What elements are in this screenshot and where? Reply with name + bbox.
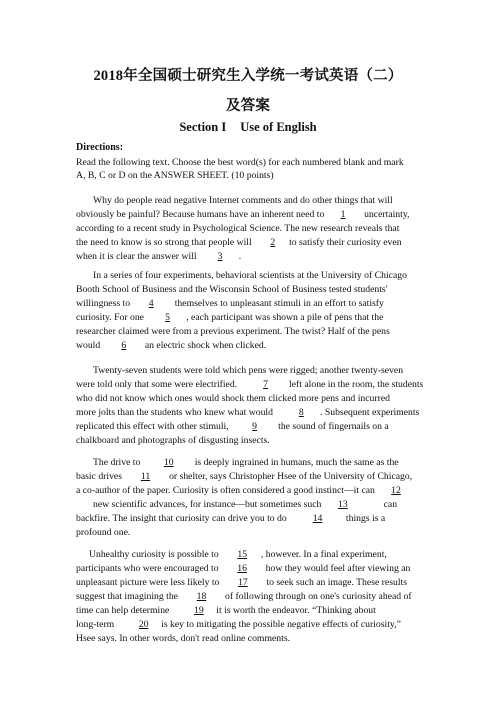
paragraph-line: unpleasant picture were less likely to 17 to seek such an image. These results <box>76 577 407 588</box>
paragraph-line: Why do people read negative Internet comments and do other things that will <box>93 195 393 206</box>
section-label: Section I <box>179 120 227 134</box>
paragraph-line: curiosity. For one 5 , each participant was shown a pile of pens that the <box>76 312 384 323</box>
blank-3: 3 <box>217 251 223 262</box>
paragraph-line: replicated this effect with other stimuli, 9 the sound of fingernails on a <box>76 421 389 432</box>
blank-4: 4 <box>148 298 154 309</box>
section-heading <box>0 120 496 135</box>
paragraph-line: time can help determine 19 it is worth the endeavor. “Thinking about <box>76 605 376 616</box>
blank-18: 18 <box>196 591 207 602</box>
paragraph-line: long-term 20 is key to mitigating the possible negative effects of curiosity,” <box>76 619 401 630</box>
blank-15: 15 <box>237 549 248 560</box>
directions-heading: Directions: <box>76 142 124 153</box>
paragraph-line: would 6 an electric shock when clicked. <box>76 340 267 351</box>
paragraph-line: Unhealthy curiosity is possible to 15 , however. In a final experiment, <box>89 549 387 560</box>
paragraph-line: Booth School of Business and the Wisconsin School of Business tested students' <box>76 284 388 295</box>
paragraph-line: In a series of four experiments, behavioral scientists at the University of Chicago <box>93 270 407 281</box>
blank-17: 17 <box>238 577 248 588</box>
paragraph-line: the need to know is so strong that people will 2 to satisfy their curiosity even <box>76 237 402 248</box>
paragraph-line: Twenty-seven students were told which pens were rigged; another twenty-seven <box>93 365 404 376</box>
blank-13: 13 <box>337 499 348 510</box>
paragraph-line: when it is clear the answer will 3 . <box>76 251 242 262</box>
paragraph-line: The drive to 10 is deeply ingrained in humans, much the same as the <box>93 457 399 468</box>
blank-1: 1 <box>340 209 346 220</box>
document-subtitle: 及答案 <box>225 98 271 114</box>
paragraph-line: new scientific advances, for instance—but sometimes such 13 can <box>93 499 398 510</box>
paragraph-line: chalkboard and photographs of disgusting insects. <box>76 435 270 446</box>
blank-7: 7 <box>263 379 268 390</box>
paragraph-line: more jolts than the students who knew what would 8 . Subsequent experiments <box>76 407 420 418</box>
blank-5: 5 <box>165 312 170 323</box>
paragraph-line: were told only that some were electrified. 7 left alone in the room, the students <box>76 379 424 390</box>
paragraph-line: according to a recent study in Psychological Science. The new research reveals that <box>76 223 400 234</box>
paragraph-line: who did not know which ones would shock them clicked more pens and incurred <box>76 393 390 404</box>
blank-6: 6 <box>121 340 127 351</box>
blank-11: 11 <box>140 471 151 482</box>
directions-line: Read the following text. Choose the best word(s) for each numbered blank and mark <box>76 157 404 168</box>
paragraph-line: participants who were encouraged to 16 how they would feel after viewing an <box>76 563 411 574</box>
paragraph-line: researcher claimed were from a previous experiment. The twist? Half of the pens <box>76 326 390 337</box>
paragraph-line: Hsee says. In other words, don't read online comments. <box>76 633 291 644</box>
blank-10: 10 <box>163 457 174 468</box>
blank-12: 12 <box>391 485 401 496</box>
blank-19: 19 <box>194 605 204 616</box>
directions-line: A, B, C or D on the ANSWER SHEET. (10 points) <box>76 170 274 181</box>
paragraph-line: backfire. The insight that curiosity can drive you to do 14 things is a <box>76 513 386 524</box>
paragraph-line: suggest that imagining the 18 of following through on one's curiosity ahead of <box>76 591 412 602</box>
blank-9: 9 <box>252 421 258 432</box>
blank-14: 14 <box>312 513 323 524</box>
paragraph-line: basic drives 11 or shelter, says Christopher Hsee of the University of Chicago, <box>76 471 413 482</box>
blank-2: 2 <box>270 237 276 248</box>
paragraph-line: obviously be painful? Because humans have an inherent need to 1 uncertainty, <box>76 209 410 220</box>
blank-8: 8 <box>298 407 304 418</box>
paragraph-line: profound one. <box>76 527 131 538</box>
section-name: Use of English <box>240 120 317 134</box>
paragraph-line: a co-author of the paper. Curiosity is often considered a good instinct—it can 12 <box>76 485 405 497</box>
blank-20: 20 <box>138 619 149 630</box>
document-title: 2018年全国硕士研究生入学统一考试英语（二） <box>93 68 403 84</box>
blank-16: 16 <box>237 563 247 574</box>
paragraph-line: willingness to 4 themselves to unpleasant stimuli in an effort to satisfy <box>76 298 384 309</box>
